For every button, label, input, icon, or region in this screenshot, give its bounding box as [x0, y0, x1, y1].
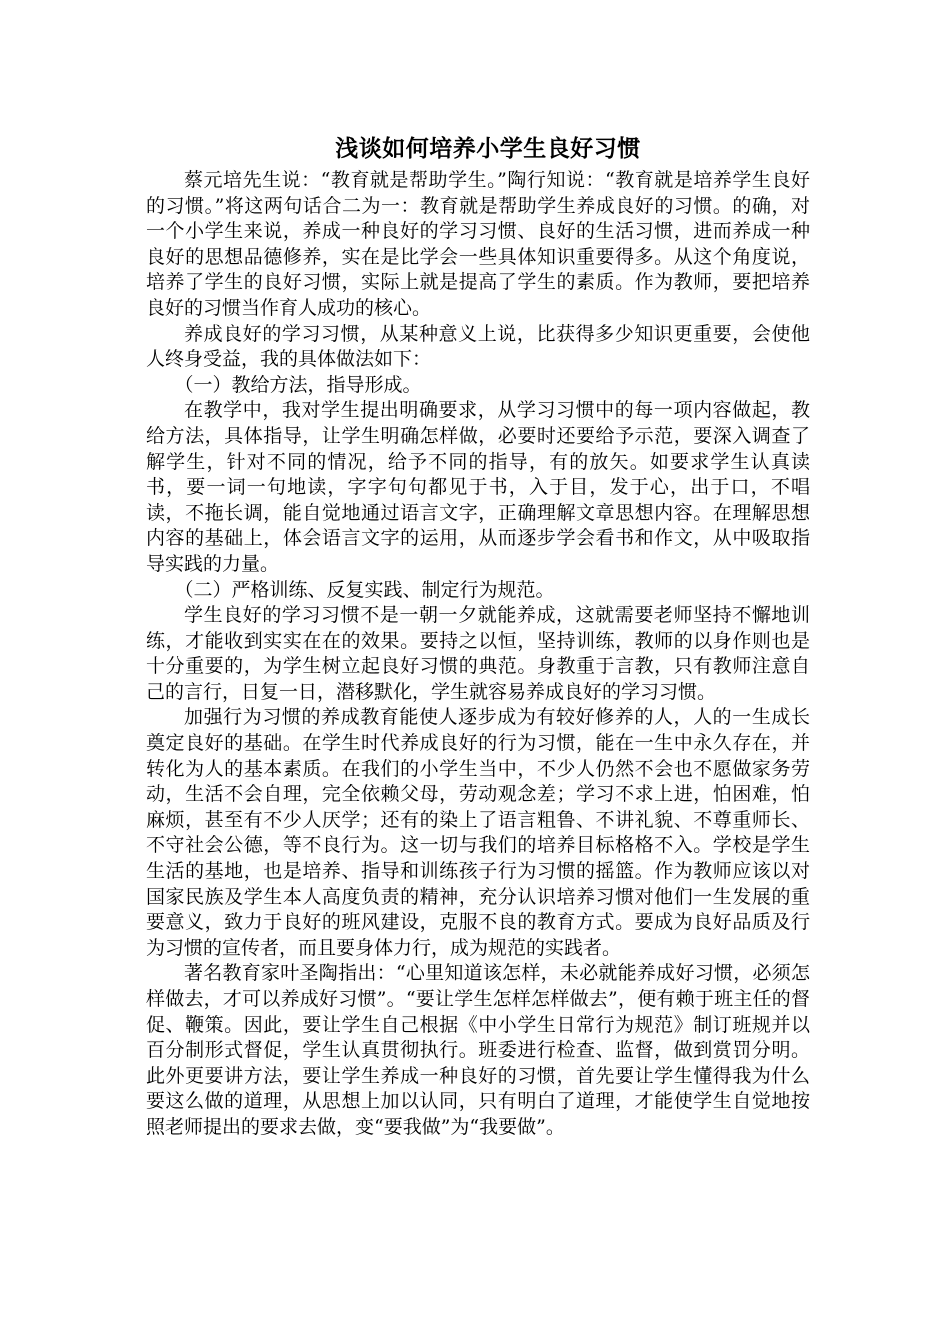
paragraph-behavior-habits: 加强行为习惯的养成教育能使人逐步成为有较好修养的人，人的一生成长奠定良好的基础。在学生时代养成良好的行为习惯，能在一生中永久存在，并转化为人的基本素质。在我们的小学生当中，不少人仍然不会也不愿做家务劳动，生活不会自理，完全依赖父母，劳动观念差；学习不求上进，怕困难，怕麻烦，甚至有不少人厌学；还有的染上了语言粗鲁、不讲礼貌、不尊重师长、不守社会公德，等不良行为。这一切与我们的培养目标格格不入。学校是学生生活的基地，也是培养、指导和训练孩子行为习惯的摇篮。作为教师应该以对国家民族及学生本人高度负责的精神，充分认识培养习惯对他们一生发展的重要意义，致力于良好的班风建设，克服不良的教育方式。要成为良好品质及行为习惯的宣传者，而且要身体力行，成为规范的实践者。: [146, 706, 810, 959]
paragraph-intro: 蔡元培先生说：“教育就是帮助学生。”陶行知说：“教育就是培养学生良好的习惯。”将这两句话合二为一：教育就是帮助学生养成良好的习惯。的确，对一个小学生来说，养成一种良好的学习习惯、良好的生活习惯，进而养成一种良好的思想品德修养，实在是比学会一些具体知识重要得多。从这个角度说，培养了学生的良好习惯，实际上就是提高了学生的素质。作为教师，要把培养良好的习惯当作育人成功的核心。: [146, 169, 810, 319]
document-body: [146, 134, 810, 1141]
paragraph-method-guidance: 在教学中，我对学生提出明确要求，从学习习惯中的每一项内容做起，教给方法，具体指导，让学生明确怎样做，必要时还要给予示范，要深入调查了解学生，针对不同的情况，给予不同的指导，有的放矢。如要求学生认真读书，要一词一句地读，字字句句都见于书，入于目，发于心，出于口，不唱读，不拖长调，能自觉地通过语言文字，正确理解文章思想内容。在理解思想内容的基础上，体会语言文字的运用，从而逐步学会看书和作文，从中吸取指导实践的力量。: [146, 399, 810, 575]
paragraph-ye-shengtao: 著名教育家叶圣陶指出：“心里知道该怎样，未必就能养成好习惯，必须怎样做去，才可以养成好习惯”。“要让学生怎样怎样做去”，便有赖于班主任的督促、鞭策。因此，要让学生自己根据《中小学生日常行为规范》制订班规并以百分制形式督促，学生认真贯彻执行。班委进行检查、监督，做到赏罚分明。此外更要讲方法，要让学生养成一种良好的习惯，首先要让学生懂得我为什么要这么做的道理，从思想上加以认同，只有明白了道理，才能使学生自觉地按照老师提出的要求去做，变“要我做”为“我要做”。: [146, 962, 810, 1138]
paragraph-training: 学生良好的学习习惯不是一朝一夕就能养成，这就需要老师坚持不懈地训练，才能收到实实在在的效果。要持之以恒，坚持训练，教师的以身作则也是十分重要的，为学生树立起良好习惯的典范。身教重于言教，只有教师注意自己的言行，日复一日，潜移默化，学生就容易养成良好的学习习惯。: [146, 604, 810, 703]
paragraph-study-habits: 养成良好的学习习惯，从某种意义上说，比获得多少知识更重要，会使他人终身受益，我的具体做法如下：: [146, 322, 810, 371]
section-heading-2: （二）严格训练、反复实践、制定行为规范。: [174, 578, 555, 601]
section-heading-1: （一）教给方法，指导形成。: [174, 373, 422, 396]
document-title: 浅谈如何培养小学生良好习惯: [335, 135, 641, 162]
